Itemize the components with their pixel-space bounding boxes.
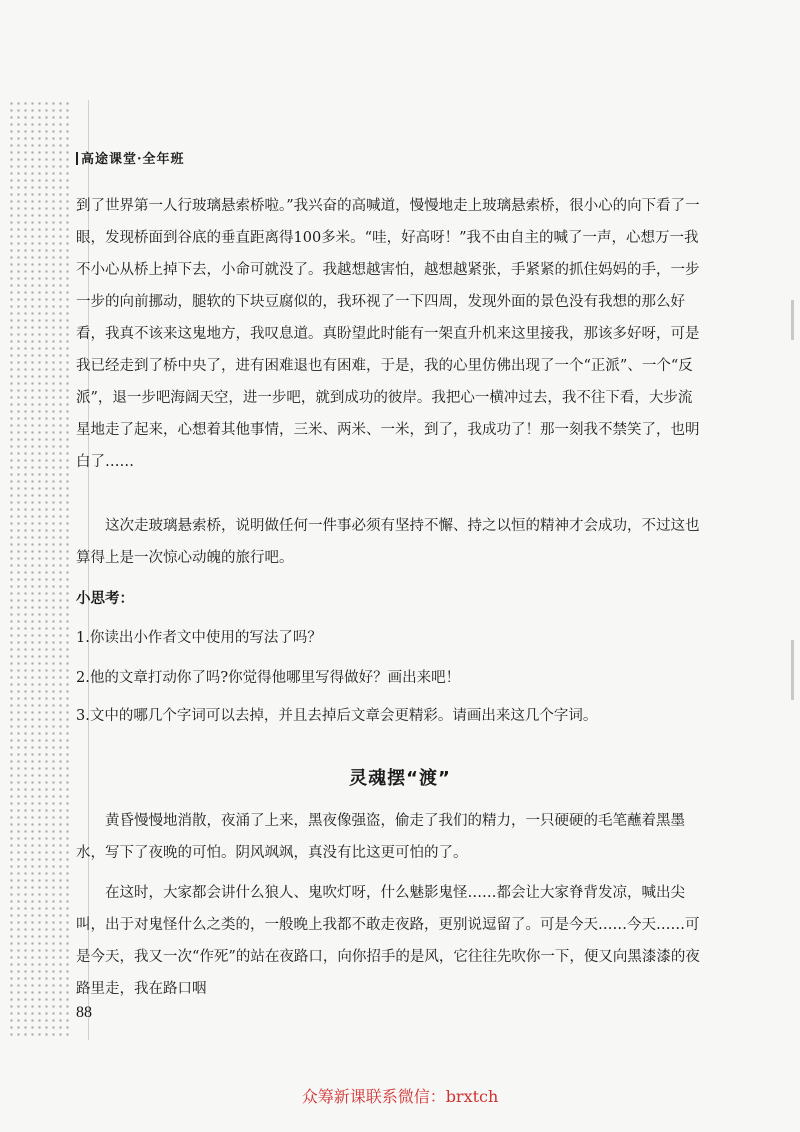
question-3: 3.文中的哪几个字词可以去掉，并且去掉后文章会更精彩。请画出来这几个字词。 xyxy=(76,708,598,724)
question-1: 1.你读出小作者文中使用的写法了吗？ xyxy=(76,630,322,646)
header-bar xyxy=(76,152,78,165)
paragraph-1: 到了世界第一人行玻璃悬索桥啦。”我兴奋的高喊道，慢慢地走上玻璃悬索桥，很小心的向下看了一眼，发现桥面到谷底的垂直距离得100多米。“哇，好高呀！”我不由自主的喊了一声，心想万一我不小心从桥上掉下去，小命可就没了。我越想越害怕，越想越紧张，手紧紧的抓住妈妈的手，一步一步的向前挪动，腿软的下块豆腐似的，我环视了一下四周，发现外面的景色没有我想的那么好看，我真不该来这鬼地方，我叹息道。真盼望此时能有一架直升机来这里接我，那该多好呀，可是我已经走到了桥中央了，进有困难退也有困难，于是，我的心里仿佛出现了一个“正派”、一个“反派”，退一步吧海阔天空，进一步吧，就到成功的彼岸。我把心一横冲过去，我不往下看，大步流星地走了起来，心想着其他事情，三米、两米、一米，到了，我成功了！那一刻我不禁笑了，也明白了…… xyxy=(76,198,700,470)
header-title: 高途课堂·全年班 xyxy=(81,152,185,167)
question-2: 2.他的文章打动你了吗?你觉得他哪里写得做好？画出来吧！ xyxy=(76,670,461,686)
questions-title: 小思考： xyxy=(76,590,134,607)
running-header xyxy=(76,148,185,167)
scan-edge-mark xyxy=(791,640,794,700)
paragraph-2: 这次走玻璃悬索桥，说明做任何一件事必须有坚持不懈、持之以恒的精神才会成功，不过这也算得上是一次惊心动魄的旅行吧。 xyxy=(76,518,700,566)
page-number: 88 xyxy=(76,1004,92,1021)
essay-paragraph-2: 在这时，大家都会讲什么狼人、鬼吹灯呀，什么魅影鬼怪……都会让大家脊背发凉，喊出尖叫，出于对鬼怪什么之类的，一般晚上我都不敢走夜路，更别说逗留了。可是今天……今天……可是今天，我又一次“作死”的站在夜路口，向你招手的是风，它往往先吹你一下，便又向黑漆漆的夜路里走，我在路口咽 xyxy=(76,885,700,997)
footer-watermark: 众筹新课联系微信：brxtch xyxy=(301,1087,499,1106)
scan-edge-mark xyxy=(791,300,794,340)
binding-dot-pattern xyxy=(8,100,70,1040)
essay-title: 灵魂摆“渡” xyxy=(349,768,451,789)
essay-paragraph-1: 黄昏慢慢地消散，夜涌了上来，黑夜像强盗，偷走了我们的精力，一只硬硬的毛笔蘸着黑墨水，写下了夜晚的可怕。阴风飒飒，真没有比这更可怕的了。 xyxy=(76,813,685,861)
